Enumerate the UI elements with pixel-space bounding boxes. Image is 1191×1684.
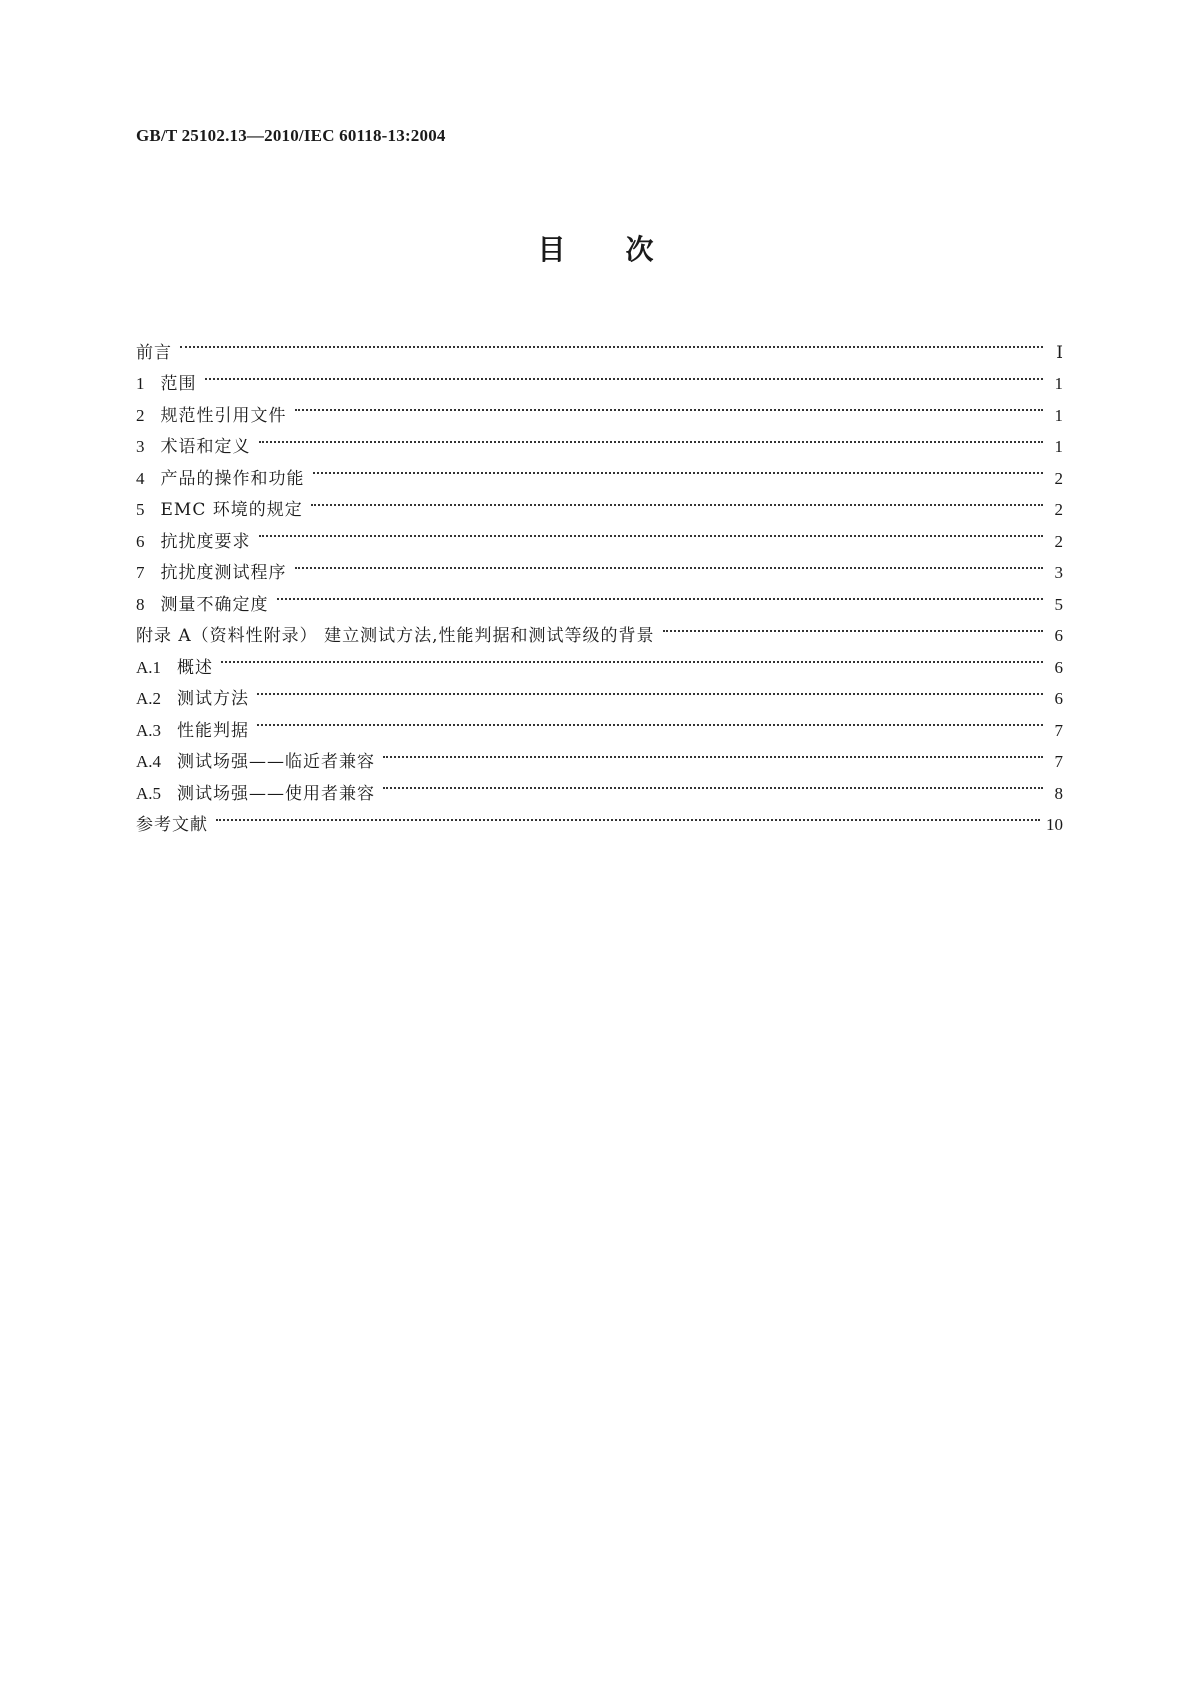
toc-dot-leader: [383, 767, 1043, 799]
toc-entry-label: 抗扰度要求: [160, 531, 251, 552]
toc-entry-label: 测量不确定度: [160, 594, 269, 615]
toc-title: 目次: [537, 233, 714, 266]
toc-list: [136, 326, 1063, 835]
toc-entry-label: 概述: [177, 657, 214, 678]
toc-entry[interactable]: [136, 547, 1063, 583]
toc-entry-number: 1: [136, 374, 145, 393]
toc-entry[interactable]: [136, 673, 1063, 709]
toc-entry[interactable]: [136, 799, 1063, 835]
toc-entry-label: 性能判据: [177, 720, 250, 741]
standard-number: GB/T 25102.13—2010/IEC 60118-13:2004: [136, 126, 446, 145]
toc-entry-number: 2: [136, 405, 145, 425]
toc-entry-page: 2: [1054, 531, 1063, 551]
toc-entry-page: 2: [1054, 500, 1063, 519]
toc-entry[interactable]: [136, 389, 1063, 426]
toc-entry-number: A.1: [136, 657, 162, 677]
toc-entry-label: 前言: [136, 342, 172, 363]
toc-entry-number: 4: [136, 468, 145, 488]
toc-entry-label: EMC 环境的规定: [160, 500, 303, 520]
toc-dot-leader: [216, 799, 1040, 831]
toc-entry-label: 测试场强——使用者兼容: [177, 783, 376, 804]
toc-entry-label: 规范性引用文件: [160, 405, 287, 426]
toc-entry-number: 7: [136, 563, 145, 582]
toc-entry-page: 1: [1054, 405, 1063, 425]
toc-entry-label: 参考文献: [136, 815, 208, 835]
toc-dot-leader: [257, 673, 1043, 705]
toc-entry-page: 3: [1054, 563, 1063, 582]
toc-entry-number: A.3: [136, 720, 162, 740]
toc-entry[interactable]: [136, 358, 1063, 394]
toc-entry-number: A.4: [136, 752, 162, 771]
toc-dot-leader: [257, 704, 1043, 736]
toc-entry-page: 6: [1054, 657, 1063, 677]
toc-dot-leader: [180, 326, 1043, 358]
toc-entry-page: 2: [1054, 468, 1063, 488]
toc-dot-leader: [663, 610, 1044, 642]
toc-entry-label: 范围: [160, 374, 197, 394]
toc-entry-label: 产品的操作和功能: [160, 468, 305, 489]
toc-entry-page: 6: [1054, 689, 1063, 708]
toc-entry-number: 8: [136, 594, 145, 614]
toc-entry-number: 6: [136, 531, 145, 551]
toc-dot-leader: [221, 641, 1043, 673]
toc-dot-leader: [311, 484, 1043, 516]
toc-entry[interactable]: [136, 704, 1063, 741]
toc-entry-label: 附录 A（资料性附录） 建立测试方法,性能判据和测试等级的背景: [136, 626, 655, 646]
toc-entry[interactable]: [136, 326, 1063, 363]
toc-dot-leader: [205, 358, 1044, 390]
toc-dot-leader: [259, 421, 1044, 453]
toc-entry-number: 3: [136, 437, 145, 456]
toc-entry-page: 10: [1046, 815, 1063, 834]
toc-entry-page: 8: [1054, 783, 1063, 803]
toc-entry-page: 1: [1054, 374, 1063, 393]
toc-entry-label: 测试方法: [177, 689, 250, 709]
toc-entry-label: 测试场强——临近者兼容: [177, 752, 376, 772]
toc-entry-number: 5: [136, 500, 145, 519]
toc-dot-leader: [295, 389, 1044, 421]
toc-entry-page: 1: [1054, 437, 1063, 456]
toc-dot-leader: [383, 736, 1043, 768]
toc-entry-page: 5: [1054, 594, 1063, 614]
toc-entry[interactable]: [136, 452, 1063, 489]
toc-entry-label: 抗扰度测试程序: [160, 563, 287, 583]
toc-entry-page: Ⅰ: [1056, 342, 1063, 362]
toc-entry-page: 7: [1054, 720, 1063, 740]
toc-entry-label: 术语和定义: [160, 437, 251, 457]
toc-entry[interactable]: [136, 736, 1063, 772]
toc-dot-leader: [295, 547, 1044, 579]
toc-entry[interactable]: [136, 641, 1063, 678]
toc-entry[interactable]: [136, 421, 1063, 457]
toc-entry[interactable]: [136, 610, 1063, 646]
toc-entry[interactable]: [136, 515, 1063, 552]
toc-dot-leader: [259, 515, 1044, 547]
toc-entry-page: 7: [1054, 752, 1063, 771]
toc-entry-number: A.2: [136, 689, 162, 708]
toc-dot-leader: [277, 578, 1044, 610]
toc-dot-leader: [313, 452, 1044, 484]
toc-entry-page: 6: [1054, 626, 1063, 645]
toc-entry-number: A.5: [136, 783, 162, 803]
